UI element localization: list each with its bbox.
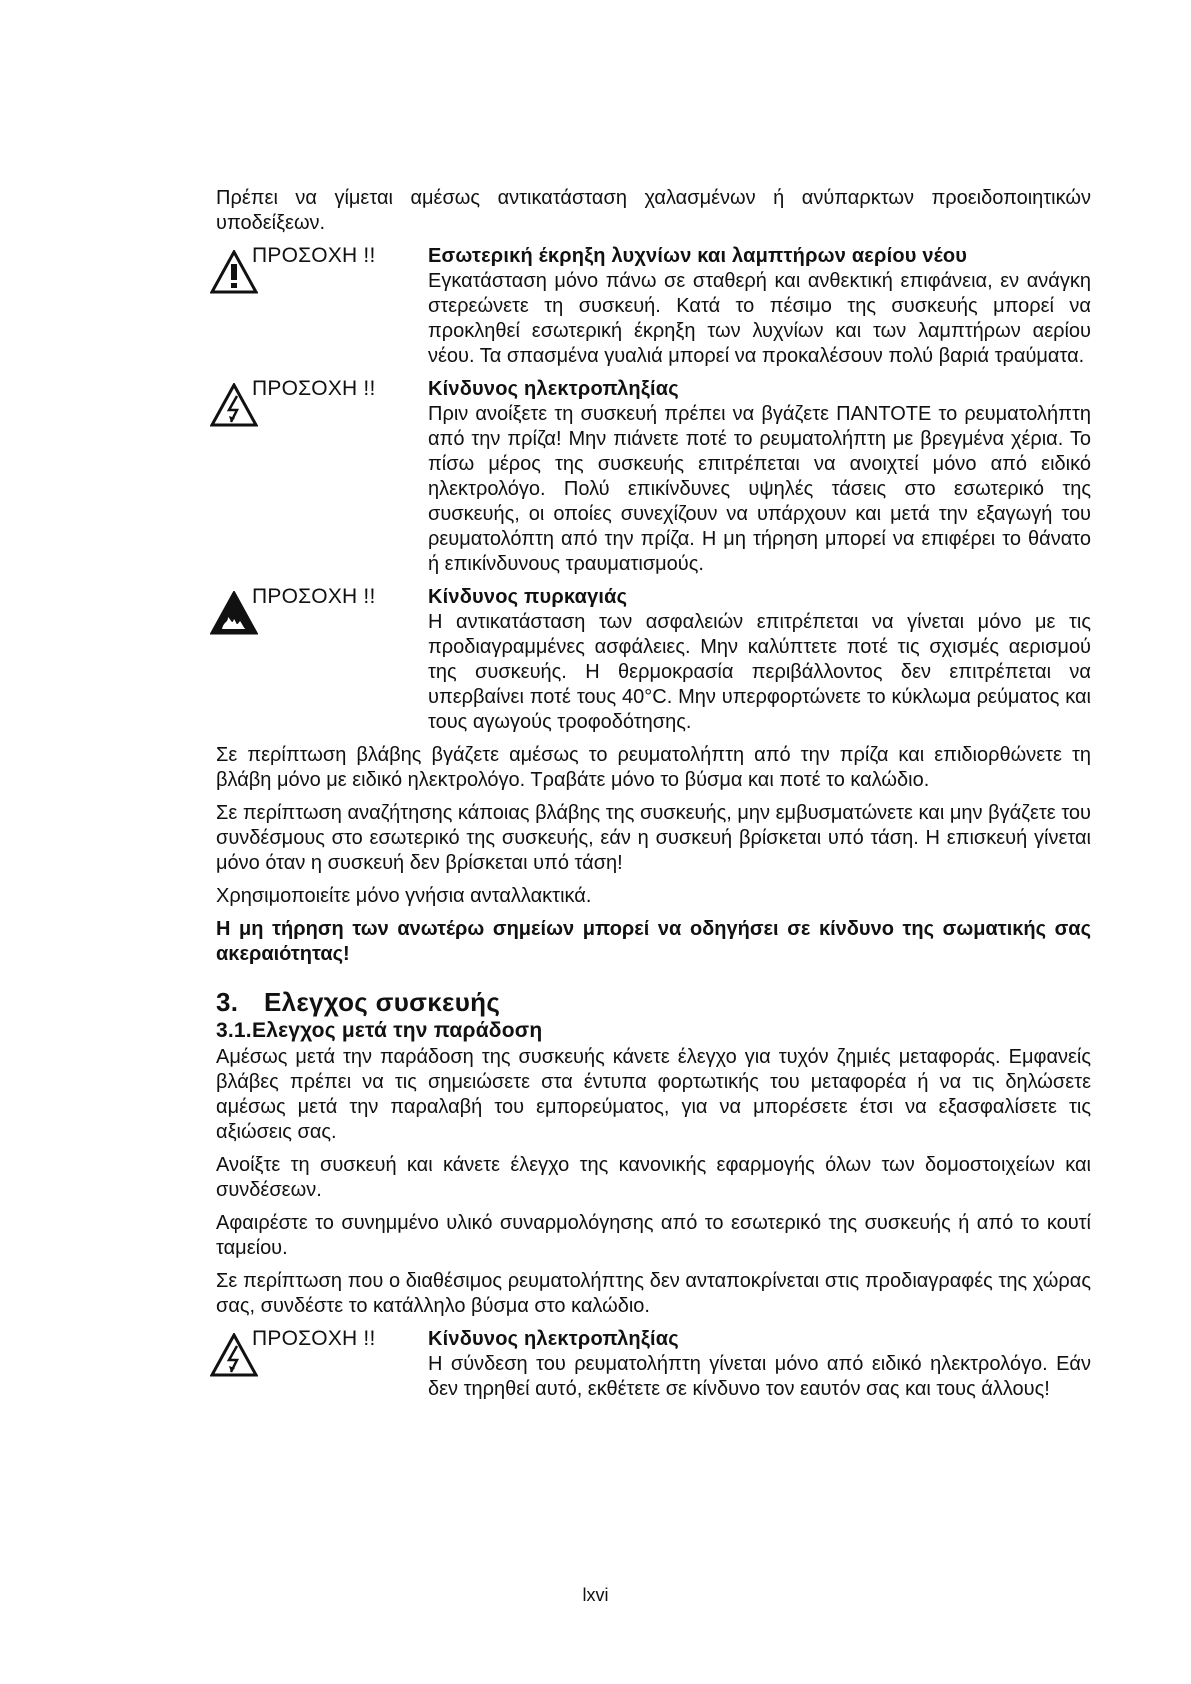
warning-text: Εγκατάσταση μόνο πάνω σε σταθερή και ανθεκτική επιφάνεια, εν ανάγκη στερεώνετε τη συσκευή. Κατά το πέσιμο της συσκευής μπορεί να προκληθεί εσωτερική έκρηξη των λυχνίων και των λαμπτήρων αερίου νέου. Τα σπασμένα γυαλιά μπορεί να προκαλέσουν πολύ βαριά τραύματα.	[428, 270, 1091, 367]
warning-title: Κίνδυνος ηλεκτροπληξίας	[428, 1328, 679, 1350]
body-paragraph: Ανοίξτε τη συσκευή και κάνετε έλεγχο της κανονικής εφαρμογής όλων των δομοστοιχείων και συνδέσεων.	[216, 1154, 1091, 1201]
warning-text: Η σύνδεση του ρευματολήπτη γίνεται μόνο από ειδικό ηλεκτρολόγο. Εάν δεν τηρηθεί αυτό, εκθέτετε σε κίνδυνο τον εαυτόν σας και τους άλλους!	[428, 1353, 1091, 1400]
warning-title: Κίνδυνος πυρκαγιάς	[428, 586, 628, 608]
page-content	[216, 186, 1091, 1410]
warning-block	[216, 1327, 1091, 1402]
lightning-icon	[210, 1333, 258, 1377]
intro-paragraph: Πρέπει να γίμεται αμέσως αντικατάσταση χαλασμένων ή ανύπαρκτων προειδοποιητικών υποδείξεων.	[216, 187, 1091, 234]
section-title: Ελεγχος συσκευής	[264, 987, 501, 1017]
body-paragraph: Σε περίπτωση βλάβης βγάζετε αμέσως το ρευματολήπτη από την πρίζα και επιδιορθώνετε τη βλάβη μόνο με ειδικό ηλεκτρολόγο. Τραβάτε μόνο το βύσμα και ποτέ το καλώδιο.	[216, 744, 1091, 791]
warning-text: Η αντικατάσταση των ασφαλειών επιτρέπεται να γίνεται μόνο με τις προδιαγραμμένες ασφάλειες. Μην καλύπτετε ποτέ τις σχισμές αερισμού της συσκευής. Η θερμοκρασία περιβάλλοντος δεν επιτρέπεται να υπερβαίνει ποτέ τους 40°C. Μην υπερφορτώνετε το κύκλωμα ρεύματος και τους αγωγούς τροφοδότησης.	[428, 611, 1091, 733]
body-paragraph: Σε περίπτωση που ο διαθέσιμος ρευματολήπτης δεν ανταποκρίνεται στις προδιαγραφές της χώρας σας, συνδέστε το κατάλληλο βύσμα στο καλώδιο.	[216, 1270, 1091, 1317]
body-paragraph: Χρησιμοποιείτε μόνο γνήσια ανταλλακτικά.	[216, 885, 592, 907]
warning-block	[216, 377, 1091, 577]
warning-label: ΠΡΟΣΟΧΗ !!	[252, 377, 376, 400]
warning-text: Πριν ανοίξετε τη συσκευή πρέπει να βγάζετε ΠΑΝΤΟΤΕ το ρευματολήπτη από την πρίζα! Μην πιάνετε ποτέ το ρευματολήπτη με βρεγμένα χέρια. Το πίσω μέρος της συσκευής επιτρέπεται να ανοιχτεί μόνο από ειδικό ηλεκτρολόγο. Πολύ επικίνδυνες υψηλές τάσεις στο εσωτερικό της συσκευής, οι οποίες συνεχίζουν να υπάρχουν και μετά την εξαγωγή του ρευματολόπτη από την πρίζα. Η μη τήρηση μπορεί να επιφέρει το θάνατο ή επικίνδυνους τραυματισμούς.	[428, 403, 1091, 575]
warning-block	[216, 244, 1091, 369]
subsection-heading	[216, 1019, 1091, 1043]
subsection-title: Ελεγχος μετά την παράδοση	[252, 1019, 543, 1042]
fire-icon	[210, 591, 258, 637]
warning-block	[216, 585, 1091, 735]
section-number: 3.	[216, 987, 239, 1017]
exclamation-icon	[210, 250, 258, 294]
page-number: lxvi	[582, 1585, 609, 1605]
warning-label: ΠΡΟΣΟΧΗ !!	[252, 585, 376, 608]
lightning-icon	[210, 383, 258, 427]
warning-label: ΠΡΟΣΟΧΗ !!	[252, 1327, 376, 1350]
warning-label: ΠΡΟΣΟΧΗ !!	[252, 244, 376, 267]
warning-title: Κίνδυνος ηλεκτροπληξίας	[428, 378, 679, 400]
body-paragraph: Σε περίπτωση αναζήτησης κάποιας βλάβης της συσκευής, μην εμβυσματώνετε και μην βγάζετε του συνδέσμους στο εσωτερικό της συσκευής, εάν η συσκευή βρίσκεται υπό τάση. Η επισκευή γίνεται μόνο όταν η συσκευή δεν βρίσκεται υπό τάση!	[216, 802, 1091, 874]
warning-title: Εσωτερική έκρηξη λυχνίων και λαμπτήρων αερίου νέου	[428, 245, 968, 267]
body-paragraph: Αμέσως μετά την παράδοση της συσκευής κάνετε έλεγχο για τυχόν ζημιές μεταφοράς. Εμφανείς βλάβες πρέπει να τις σημειώσετε στα έντυπα φορτωτικής του μεταφορέα ή να τις δηλώσετε αμέσως μετά την παραλαβή του εμπορεύματος, για να μπορέσετε έτσι να εξασφαλίσετε τις αξιώσεις σας.	[216, 1046, 1091, 1143]
section-heading	[216, 987, 1091, 1017]
bold-note: Η μη τήρηση των ανωτέρω σημείων μπορεί να οδηγήσει σε κίνδυνο της σωματικής σας ακεραιότητας!	[216, 918, 1091, 965]
body-paragraph: Αφαιρέστε το συνημμένο υλικό συναρμολόγησης από το εσωτερικό της συσκευής ή από το κουτί ταμείου.	[216, 1212, 1091, 1259]
subsection-number: 3.1.	[216, 1019, 252, 1042]
